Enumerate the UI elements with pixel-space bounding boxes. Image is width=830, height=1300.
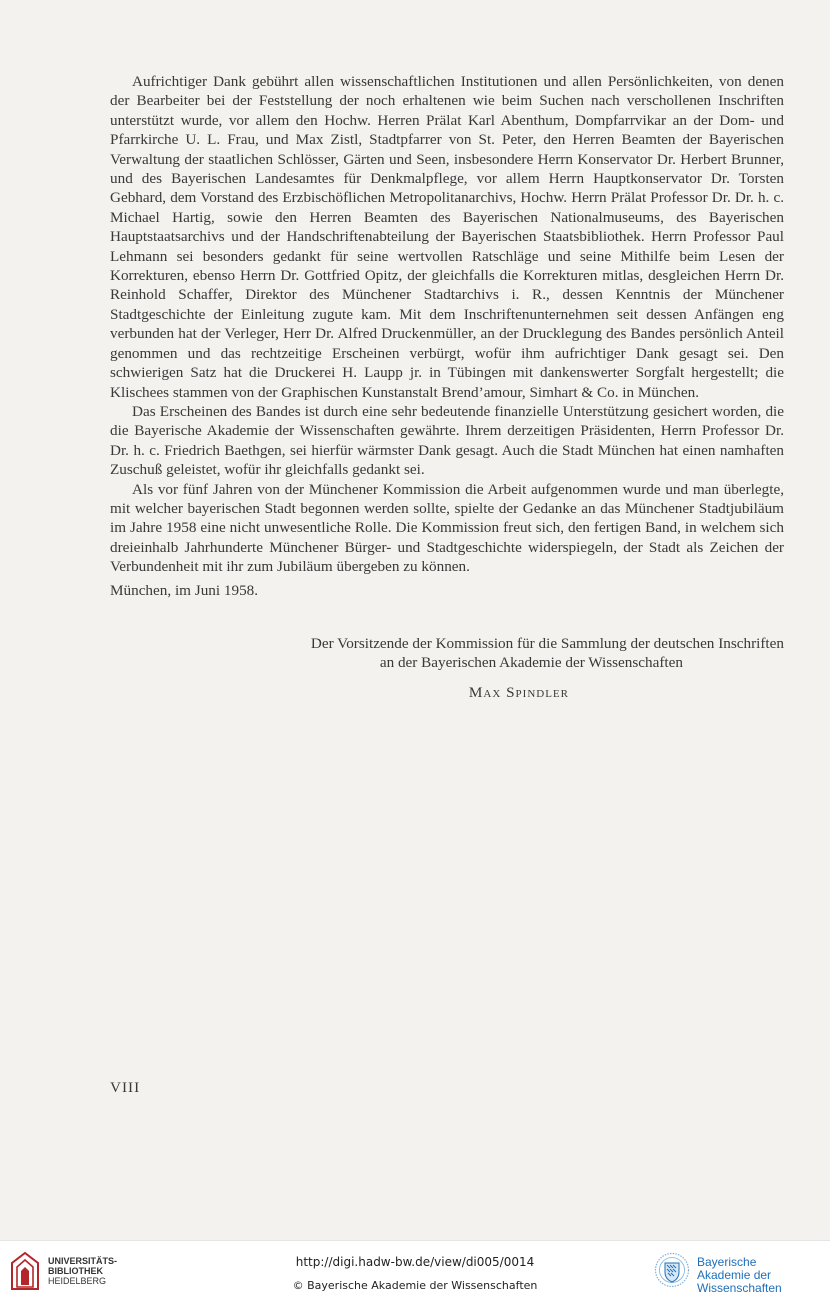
baw-line2: Akademie der Wissenschaften (697, 1268, 782, 1295)
ub-line2: BIBLIOTHEK (48, 1266, 103, 1276)
bavarian-academy-seal-icon[interactable] (654, 1252, 690, 1288)
signature-title-line2: an der Bayerischen Akademie der Wissenschaften (379, 654, 683, 672)
copyright-notice: © Bayerische Akademie der Wissenschaften (292, 1279, 538, 1292)
ub-line1: UNIVERSITÄTS- (48, 1256, 118, 1266)
place-date: München, im Juni 1958. (110, 581, 259, 599)
signature-name: Max Spindler (468, 683, 569, 701)
paragraph-funding: Das Erscheinen des Bandes ist durch eine sehr bedeutende finanzielle Unterstützung gesichert worden, die die Bayerische Akademie der Wissenschaften gewährte. Ihrem derzeitigen Präsidenten, Herrn Professor Dr. Dr. h. c. Friedrich Baethgen, sei hierfür wärmster Dank gesagt. Auch die Stadt München hat einen namhaften Zuschuß geleistet, wofür ihr gleichfalls gedankt sei. (110, 402, 784, 479)
page-number: VIII (110, 1079, 141, 1096)
bavarian-academy-label[interactable] (697, 1256, 830, 1295)
body-text (110, 72, 784, 600)
ub-line3: HEIDELBERG (48, 1276, 107, 1286)
baw-line1: Bayerische (697, 1255, 757, 1269)
signature-title-line1: Der Vorsitzende der Kommission für die Sammlung der deutschen Inschriften (310, 635, 784, 652)
paragraph-jubilee: Als vor fünf Jahren von der Münchener Kommission die Arbeit aufgenommen wurde und man überlegte, mit welcher bayerischen Stadt begonnen werden sollte, spielte der Gedanke an das Münchener Stadtjubiläum im Jahre 1958 eine nicht unwesentliche Rolle. Die Kommission freut sich, den fertigen Band, in welchem sich dreieinhalb Jahrhunderte Münchener Bürger- und Stadtgeschichte widerspiegeln, der Stadt als Zeichen der Verbundenheit mit ihr zum Jubiläum übergeben zu können. (110, 480, 784, 576)
footer-bar (0, 1240, 830, 1300)
paragraph-acknowledgements: Aufrichtiger Dank gebührt allen wissenschaftlichen Institutionen und allen Persönlichkeiten, von denen der Bearbeiter bei der Feststellung der noch erhaltenen wie beim Suchen nach verschollenen Inschriften unterstützt wurde, vor allem den Hochw. Herren Prälat Karl Abenthum, Dompfarrvikar an der Dom- und Pfarrkirche U. L. Frau, und Max Zistl, Stadtpfarrer von St. Peter, den Herren Beamten der Bayerischen Verwaltung der staatlichen Schlösser, Gärten und Seen, insbesondere Herrn Konservator Dr. Herbert Brunner, und des Bayerischen Landesamtes für Denkmalpflege, vor allem Herrn Hauptkonservator Dr. Torsten Gebhard, dem Vorstand des Erzbischöflichen Metropolitanarchivs, Hochw. Herrn Prälat Professor Dr. Dr. h. c. Michael Hartig, sowie den Herren Beamten des Bayerischen Nationalmuseums, des Bayerischen Hauptstaatsarchivs und der Handschriftenabteilung der Bayerischen Staatsbibliothek. Herrn Professor Paul Lehmann sei besonders gedankt für seine wertvollen Ratschläge und seine Mithilfe beim Lesen der Korrekturen, ebenso Herrn Dr. Gottfried Opitz, der gleichfalls die Korrekturen mitlas, desgleichen Herrn Dr. Reinhold Schaffer, Direktor des Münchener Stadtarchivs i. R., dessen Kenntnis der Münchener Stadtgeschichte der Einleitung zugute kam. Mit dem Inschriftenunternehmen seit dessen Anfängen eng verbunden hat der Verleger, Herr Dr. Alfred Druckenmüller, an der Drucklegung des Bandes persönlich Anteil genommen und das rechtzeitige Erscheinen verbürgt, wofür ihm aufrichtiger Dank gesagt sei. Den schwierigen Satz hat die Druckerei H. Laupp jr. in Tübingen mit dankenswerter Sorgfalt hergestellt; die Klischees stammen von der Graphischen Kunstanstalt Brend’amour, Simhart & Co. in München. (110, 73, 784, 401)
signature-block (110, 634, 784, 702)
permalink-url[interactable]: http://digi.hadw-bw.de/view/di005/0014 (295, 1255, 535, 1269)
